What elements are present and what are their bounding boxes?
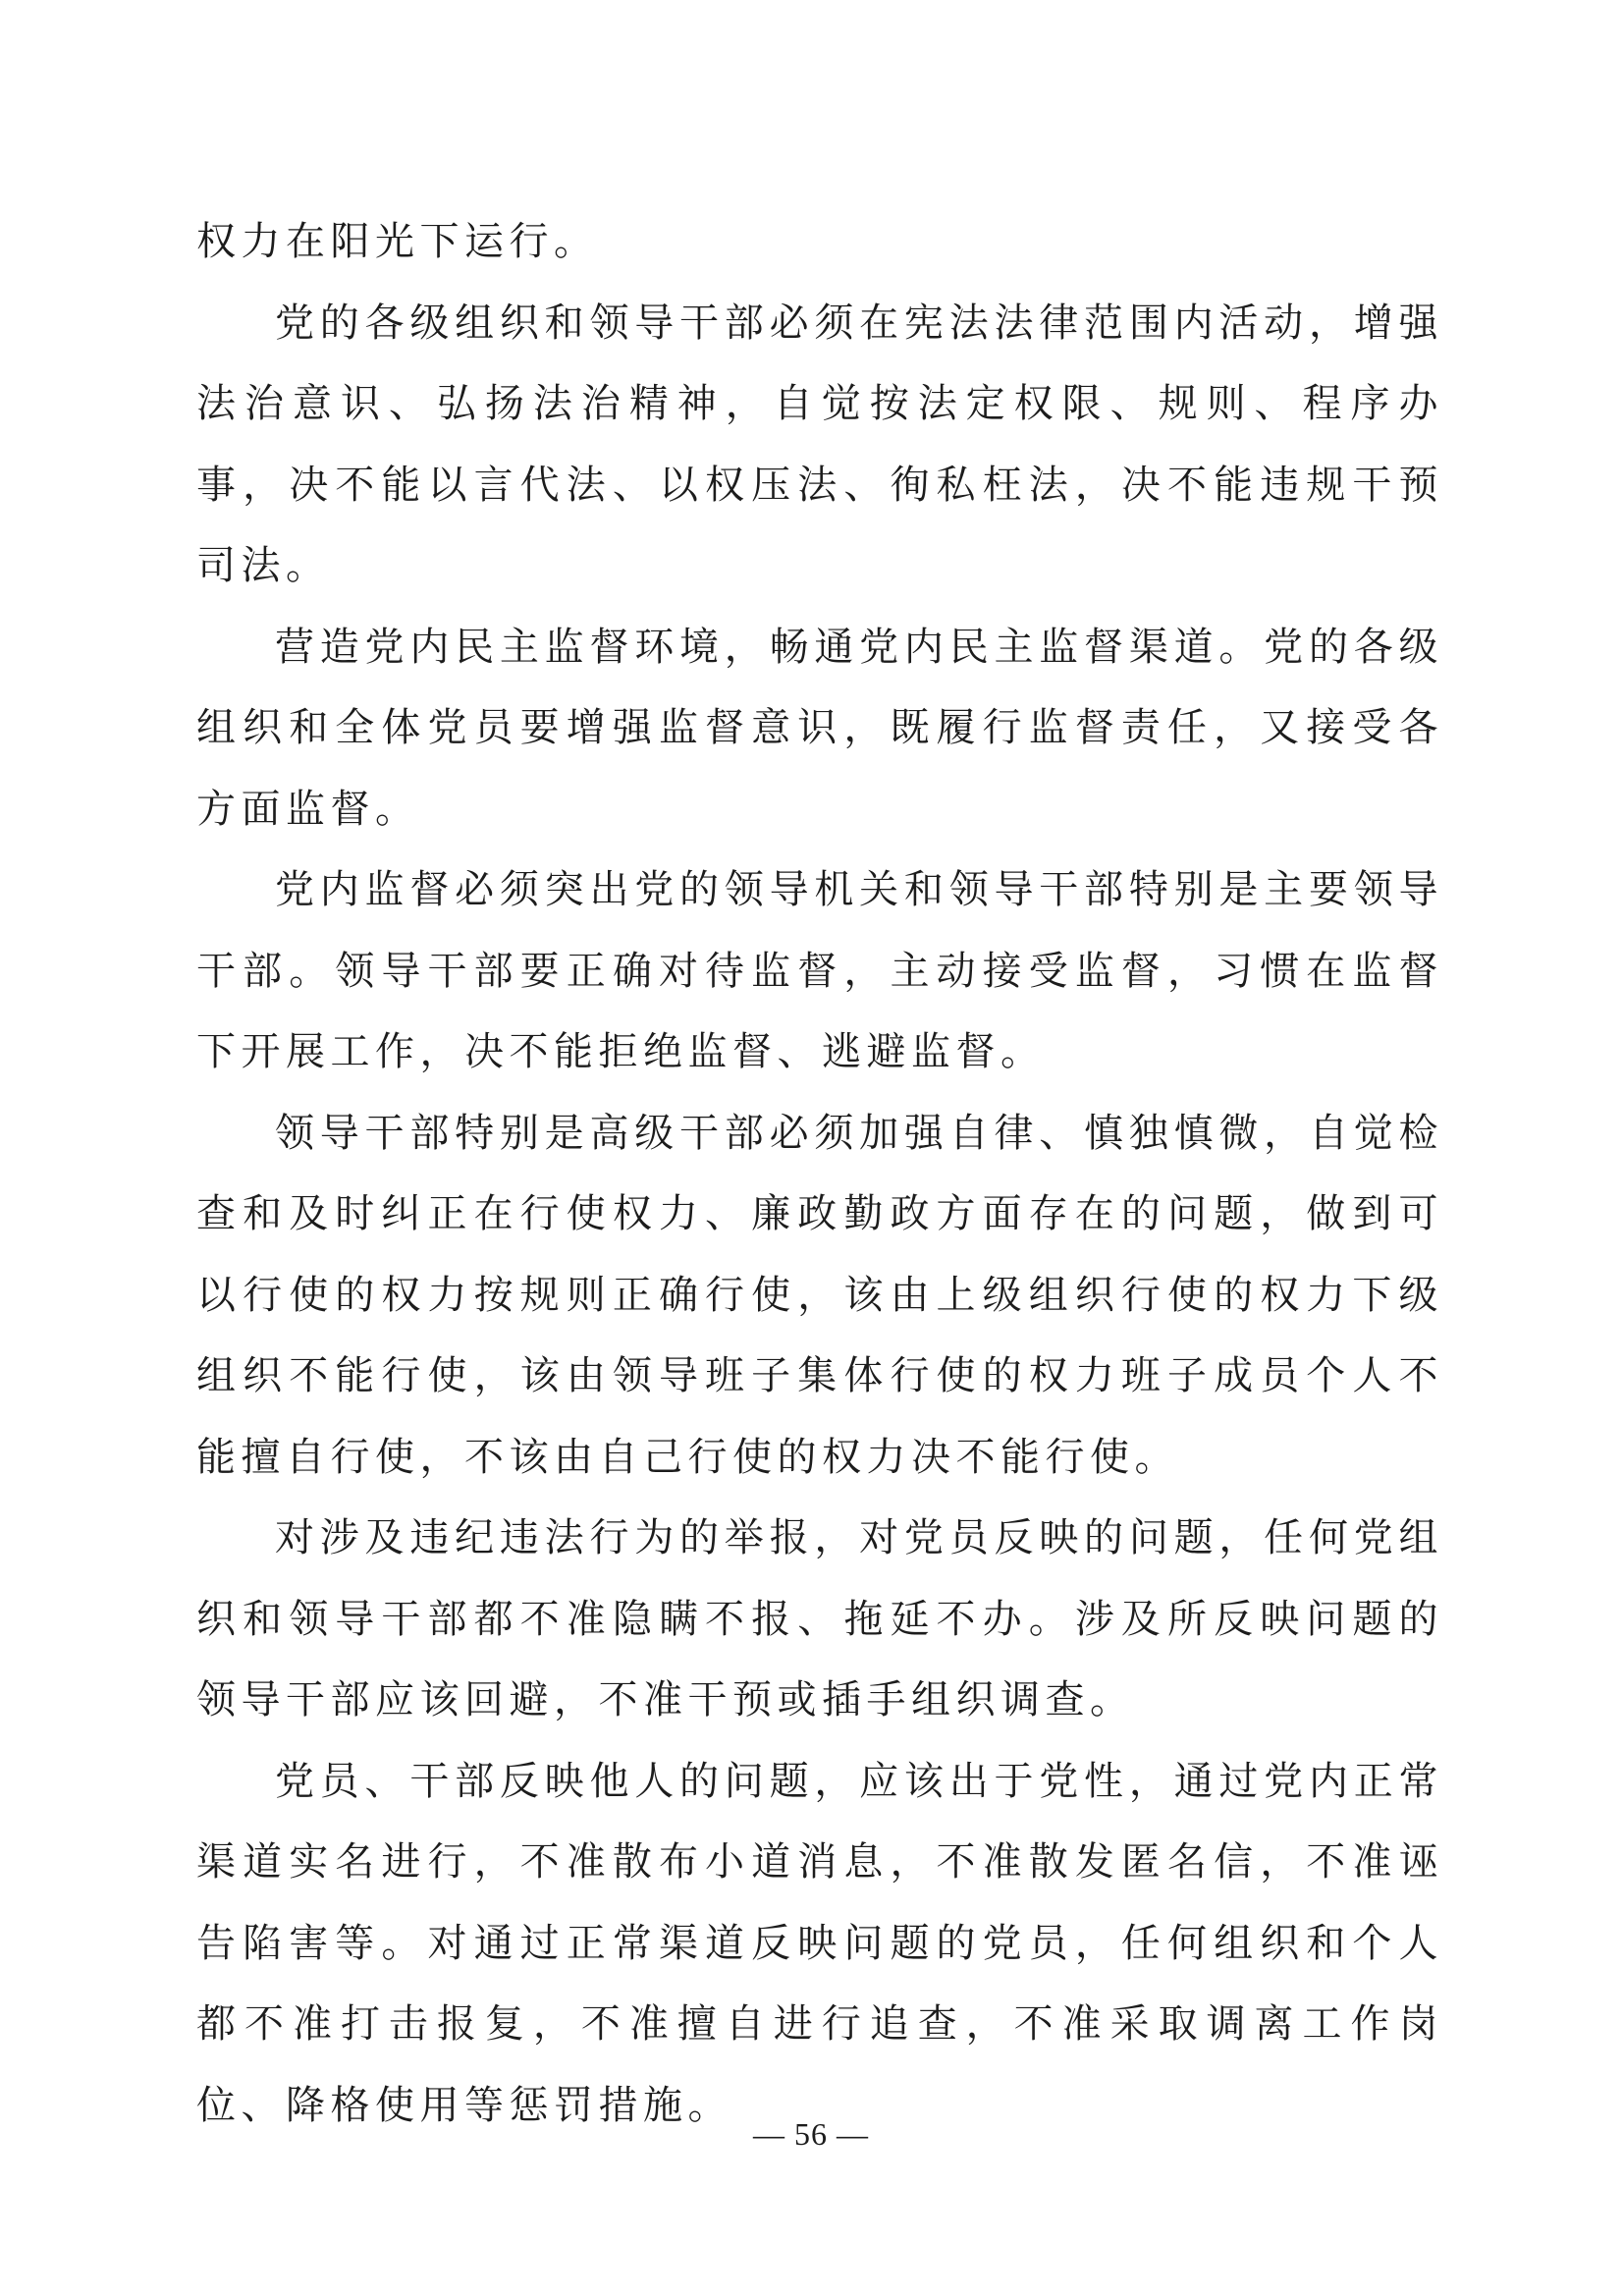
paragraph: 营造党内民主监督环境，畅通党内民主监督渠道。党的各级组织和全体党员要增强监督意识，既履行监督责任，又接受各方面监督。 [196, 624, 1443, 832]
document-body [196, 201, 1443, 2146]
paragraph: 党员、干部反映他人的问题，应该出于党性，通过党内正常渠道实名进行，不准散布小道消息，不准散发匿名信，不准诬告陷害等。对通过正常渠道反映问题的党员，任何组织和个人都不准打击报复，不准擅自进行追查，不准采取调离工作岗位、降格使用等惩罚措施。 [196, 1758, 1443, 2128]
paragraph-continued: 权力在阳光下运行。 [196, 219, 599, 264]
paragraph: 党内监督必须突出党的领导机关和领导干部特别是主要领导干部。领导干部要正确对待监督，主动接受监督，习惯在监督下开展工作，决不能拒绝监督、逃避监督。 [196, 867, 1443, 1074]
paragraph: 领导干部特别是高级干部必须加强自律、慎独慎微，自觉检查和及时纠正在行使权力、廉政勤政方面存在的问题，做到可以行使的权力按规则正确行使，该由上级组织行使的权力下级组织不能行使，该由领导班子集体行使的权力班子成员个人不能擅自行使，不该由自己行使的权力决不能行使。 [196, 1110, 1443, 1480]
page-number: — 56 — [753, 2116, 869, 2152]
paragraph: 党的各级组织和领导干部必须在宪法法律范围内活动，增强法治意识、弘扬法治精神，自觉按法定权限、规则、程序办事，决不能以言代法、以权压法、徇私枉法，决不能违规干预司法。 [196, 300, 1443, 588]
paragraph: 对涉及违纪违法行为的举报，对党员反映的问题，任何党组织和领导干部都不准隐瞒不报、拖延不办。涉及所反映问题的领导干部应该回避，不准干预或插手组织调查。 [196, 1515, 1443, 1722]
